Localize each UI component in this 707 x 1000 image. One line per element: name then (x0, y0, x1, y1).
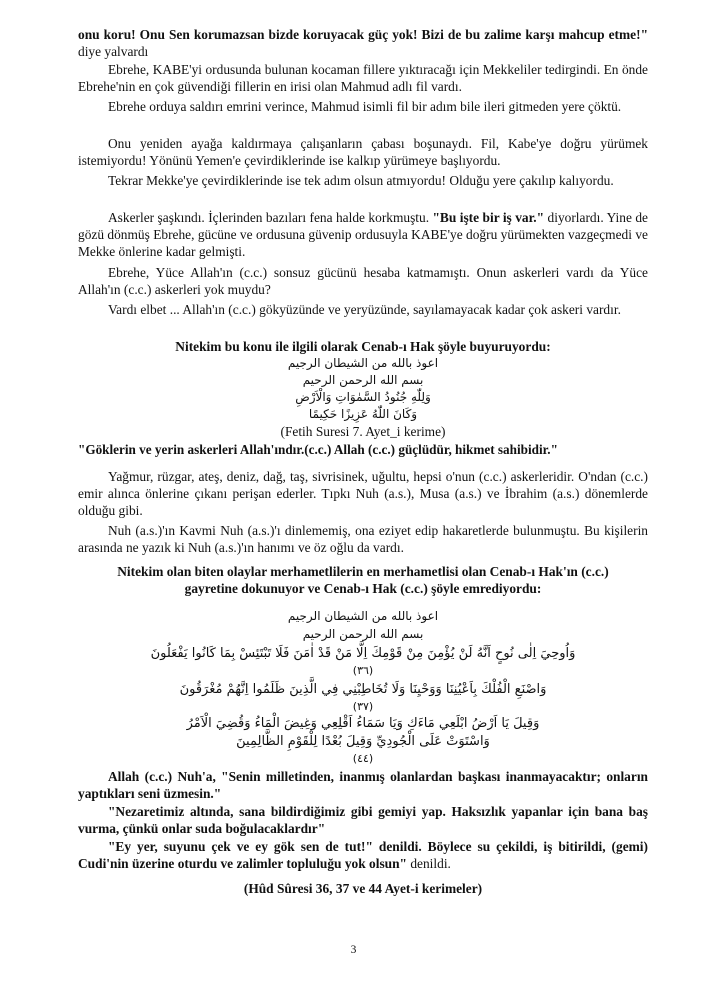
arabic-besmele-1: بسم الله الرحمن الرحيم (302, 373, 424, 387)
arabic-verse-fetih-2: وَكَانَ اللّٰهُ عَزِيزًا حَكِيمًا (308, 407, 418, 421)
paragraph-allah-power: Ebrehe, Yüce Allah'ın (c.c.) sonsuz gücünü hesaba katmamıştı. Onun askerleri vardı da Yüce Allah'ın (c.c.) askerleri yok muydu? (78, 265, 648, 297)
paragraph-earth-swallow (78, 838, 648, 872)
arabic-isti-aza-2: اعوذ بالله من الشيطان الرجيم (287, 609, 439, 623)
paragraph-attack-order: Ebrehe orduya saldırı emrini verince, Mahmud isimli fil bir adım bile ileri gitmeden yere çöktü. (108, 99, 622, 114)
reference-fetih: (Fetih Suresi 7. Ayet_i kerime) (280, 424, 446, 439)
quote-soldiers-heavens: "Göklerin ve yerin askerleri Allah'ındır.(c.c.) Allah (c.c.) güçlüdür, hikmet sahibidir." (78, 442, 558, 457)
paragraph-opening (78, 26, 648, 60)
allah-to-nuh-text: Nuh'a, "Senin milletinden, inanmış olanlardan başkası inanmayacaktır; onların yaptıkları seni üzmesin." (78, 769, 648, 801)
arabic-verse-hud-36: وَاُوحِيَ اِلٰى نُوحٍ اَنَّهُ لَنْ يُؤْمِنَ مِنْ قَوْمِكَ اِلَّا مَنْ قَدْ اٰمَنَ فَلَا تَبْتَئِسْ بِمَا كَانُوا يَفْعَلُونَ (150, 646, 576, 661)
verse-number-37: (٣٧) (352, 700, 374, 713)
paragraph-stuck: Tekrar Mekke'ye çevirdiklerinde ise tek adım olsun atmıyordu! Olduğu yere çakılıp kalıyordu. (108, 173, 614, 188)
paragraph-soldiers-confused (78, 209, 648, 260)
heading-fetih-intro: Nitekim bu konu ile ilgili olarak Cenab-ı Hak şöyle buyuruyordu: (175, 339, 551, 354)
earth-command-rest: denildi. Böylece su çekildi, iş bitirildi, (gemi) Cudi'nin üzerine oturdu ve zalimler topluluğu yok olsun" (78, 839, 648, 871)
soldiers-text-a: Askerler şaşkındı. İçlerinden bazıları fena halde korkmuştu. (108, 210, 433, 225)
plea-bold-text: onu koru! Onu Sen korumazsan bizde koruyacak güç yok! Bizi de bu zalime karşı mahcup etme!" (78, 27, 648, 42)
soldiers-text-b: diyorlardı. Yine de gözü dönmüş Ebrehe, gücüne ve ordusuna güvenip ordusuyla KABE'ye doğru yürümekten vazgeçmedi ve Mekke önlerine kadar gelmişti. (78, 210, 648, 259)
arabic-verse-fetih-1: وَلِلّٰهِ جُنُودُ السَّمٰوَاتِ وَالْاَرْضِ (295, 390, 431, 404)
paragraph-soldiers-of-allah: Vardı elbet ... Allah'ın (c.c.) gökyüzünde ve yeryüzünde, sayılamayacak kadar çok askeri vardır. (108, 302, 621, 317)
arabic-verse-hud-44-a: وَقِيلَ يَا اَرْضُ ابْلَعِي مَاءَكِ وَيَا سَمَاءُ اَقْلِعِي وَغِيضَ الْمَاءُ وَقُضِيَ الْاَمْرُ (186, 716, 540, 731)
verse-number-36: (٣٦) (352, 664, 374, 677)
earth-command-bold: "Ey yer, suyunu çek ve ey gök sen de tut!" (108, 839, 373, 854)
arabic-isti-aza-1: اعوذ بالله من الشيطان الرجيم (287, 356, 439, 370)
paragraph-elements-soldiers: Yağmur, rüzgar, ateş, deniz, dağ, taş, sivrisinek, uğultu, hepsi o'nun (c.c.) askerleridir. O'ndan (c.c.) emir alınca önlerine çıkanı perişan ederler. Tıpkı Nuh (a.s.), Musa (a.s.) ve İbrahim (a.s.) dönemlerde olduğu gibi. (78, 469, 648, 518)
paragraph-elephant-refuses: Onu yeniden ayağa kaldırmaya çalışanların çabası boşunaydı. Fil, Kabe'ye doğru yürümek istemiyordu! Yönünü Yemen'e çevirdiklerinde ise kalkıp yürümeye başlıyordu. (78, 136, 648, 168)
heading-hud-intro: Nitekim olan biten olaylar merhametlilerin en merhametlisi olan Cenab-ı Hak'ın (c.c.) gayretine dokunuyor ve Cenab-ı Hak (c.c.) şöyle emrediyordu: (117, 564, 609, 596)
verse-number-44: (٤٤) (352, 752, 374, 765)
paragraph-build-ship: "Nezaretimiz altında, sana bildirdiğimiz gibi gemiyi yap. Haksızlık yapanlar için bana baş vurma, çünkü onlar suda boğulacaklardır" (78, 804, 648, 836)
earth-command-end: denildi. (407, 856, 451, 871)
paragraph-nuh-people: Nuh (a.s.)'ın Kavmi Nuh (a.s.)'ı dinlememiş, ona eziyet edip hakaretlerde bulunmuştu. Bu kişilerin arasında ne yazık ki Nuh (a.s.)'ın hanımı ve öz oğlu da vardı. (78, 523, 648, 555)
page-number: 3 (350, 944, 357, 956)
allah-label: Allah (c.c.) (108, 769, 173, 784)
reference-hud: (Hûd Sûresi 36, 37 ve 44 Ayet-i kerimeler) (243, 881, 483, 896)
arabic-verse-hud-37: وَاصْنَعِ الْفُلْكَ بِاَعْيُنِنَا وَوَحْيِنَا وَلَا تُخَاطِبْنِي فِي الَّذِينَ ظَلَمُوا اِنَّهُمْ مُغْرَقُونَ (179, 682, 547, 697)
paragraph-allah-to-nuh (78, 768, 648, 802)
paragraph-ebrehe-elephants: Ebrehe, KABE'yi ordusunda bulunan kocaman fillere yıktıracağı için Mekkeliler tedirgindi. En önde Ebrehe'nin en çok güvendiği fillerin en irisi olan Mahmud adlı fil vardı. (78, 62, 648, 94)
arabic-besmele-2: بسم الله الرحمن الرحيم (302, 627, 424, 641)
soldiers-quote-bold: "Bu işte bir iş var." (432, 210, 545, 225)
arabic-verse-hud-44-b: وَاسْتَوَتْ عَلَى الْجُودِيِّ وَقِيلَ بُعْدًا لِلْقَوْمِ الظَّالِمِينَ (236, 734, 490, 749)
plea-rest-text: diye yalvardı (78, 44, 149, 59)
